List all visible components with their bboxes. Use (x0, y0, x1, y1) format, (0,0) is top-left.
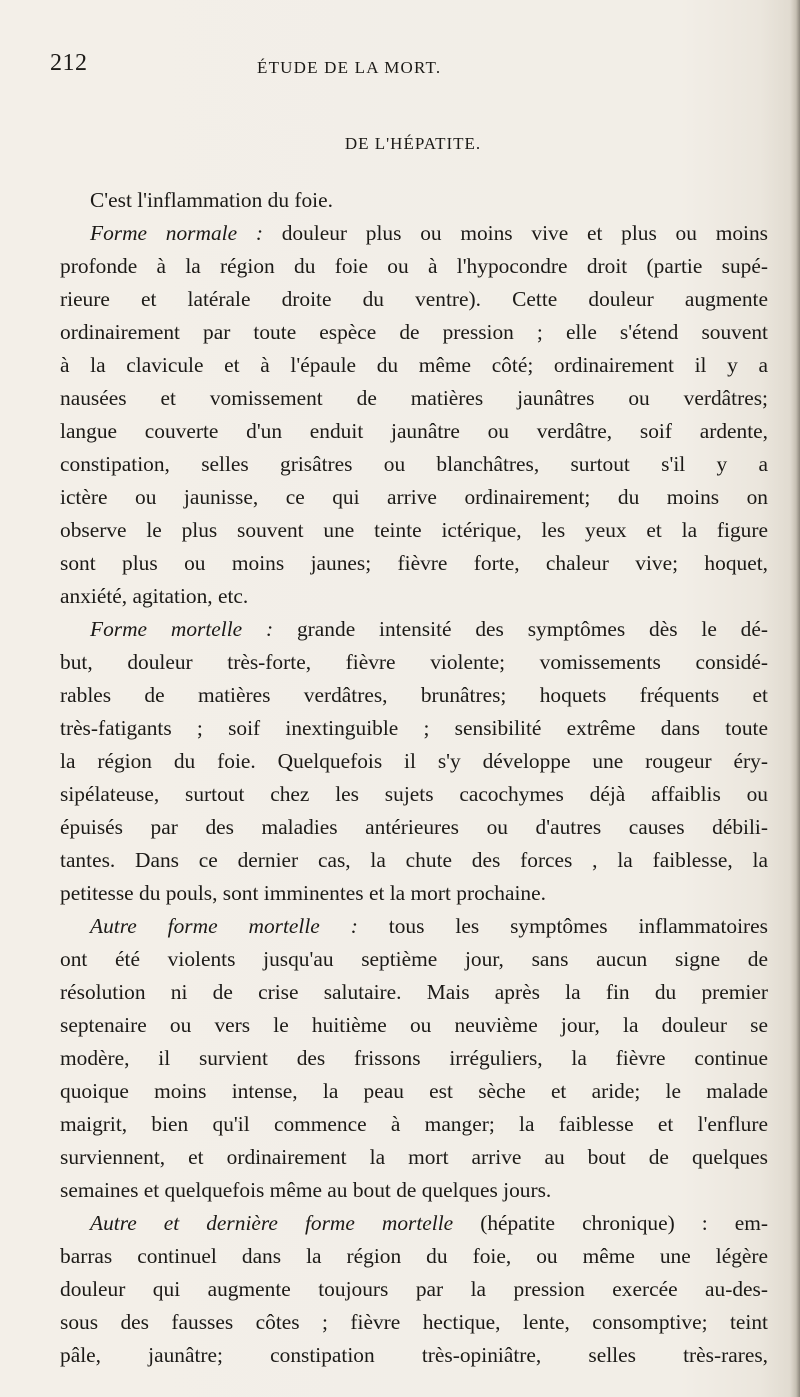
text-line: douleur qui augmente toujours par la pression exercée au-des- (60, 1277, 768, 1301)
page-edge-shadow (790, 0, 800, 1397)
text-line: à la clavicule et à l'épaule du même côté; ordinairement il y a (60, 353, 768, 377)
text-line (60, 217, 768, 250)
italic-heading-last-fatal-form: Autre et dernière forme mortelle (90, 1211, 454, 1235)
text-line: rables de matières verdâtres, brunâtres; hoquets fréquents et (60, 683, 768, 707)
section-title: DE L'HÉPATITE. (344, 134, 482, 153)
text-fragment: douleur plus ou moins vive et plus ou moins (262, 221, 768, 245)
text-line: but, douleur très-forte, fièvre violente; vomissements considé- (60, 650, 768, 674)
text-line: maigrit, bien qu'il commence à manger; la faiblesse et l'enflure (60, 1112, 768, 1136)
italic-heading-normal-form: Forme normale : (90, 221, 263, 245)
text-line: épuisés par des maladies antérieures ou d'autres causes débili- (60, 815, 768, 839)
italic-heading-other-fatal-form: Autre forme mortelle : (90, 914, 358, 938)
text-line: sipélateuse, surtout chez les sujets cacochymes déjà affaiblis ou (60, 782, 768, 806)
text-line: sont plus ou moins jaunes; fièvre forte, chaleur vive; hoquet, (60, 551, 768, 575)
text-line: la région du foie. Quelquefois il s'y développe une rougeur éry- (60, 749, 768, 773)
text-line: C'est l'inflammation du foie. (90, 188, 333, 212)
text-line (60, 1207, 768, 1240)
body-text (60, 184, 768, 1372)
text-line: modère, il survient des frissons irréguliers, la fièvre continue (60, 1046, 768, 1070)
text-line: semaines et quelquefois même au bout de quelques jours. (60, 1178, 552, 1202)
text-line: petitesse du pouls, sont imminentes et la mort prochaine. (60, 881, 546, 905)
text-line: résolution ni de crise salutaire. Mais après la fin du premier (60, 980, 768, 1004)
text-line: très-fatigants ; soif inextinguible ; sensibilité extrême dans toute (60, 716, 768, 740)
text-fragment: tous les symptômes inflammatoires (357, 914, 768, 938)
text-line: barras continuel dans la région du foie, ou même une légère (60, 1244, 768, 1268)
text-line: constipation, selles grisâtres ou blanchâtres, surtout s'il y a (60, 452, 768, 476)
text-line: rieure et latérale droite du ventre). Cette douleur augmente (60, 287, 768, 311)
text-fragment: grande intensité des symptômes dès le dé- (273, 617, 768, 641)
text-line: nausées et vomissement de matières jaunâtres ou verdâtres; (60, 386, 768, 410)
text-line: anxiété, agitation, etc. (60, 584, 249, 608)
text-line: ordinairement par toute espèce de pression ; elle s'étend souvent (60, 320, 768, 344)
text-line: pâle, jaunâtre; constipation très-opiniâtre, selles très-rares, (60, 1343, 768, 1367)
page-number: 212 (50, 50, 88, 76)
page-header (0, 50, 800, 90)
text-line: ont été violents jusqu'au septième jour, sans aucun signe de (60, 947, 768, 971)
text-line (60, 910, 768, 943)
text-line: sous des fausses côtes ; fièvre hectique, lente, consomptive; teint (60, 1310, 768, 1334)
text-line: observe le plus souvent une teinte ictérique, les yeux et la figure (60, 518, 768, 542)
text-line: septenaire ou vers le huitième ou neuvième jour, la douleur se (60, 1013, 768, 1037)
text-line: ictère ou jaunisse, ce qui arrive ordinairement; du moins on (60, 485, 768, 509)
italic-heading-fatal-form: Forme mortelle : (90, 617, 274, 641)
text-line: tantes. Dans ce dernier cas, la chute des forces , la faiblesse, la (60, 848, 768, 872)
text-fragment: (hépatite chronique) : em- (453, 1211, 768, 1235)
text-line: surviennent, et ordinairement la mort arrive au bout de quelques (60, 1145, 768, 1169)
text-line (60, 613, 768, 646)
text-line: langue couverte d'un enduit jaunâtre ou verdâtre, soif ardente, (60, 419, 768, 443)
text-line: quoique moins intense, la peau est sèche et aride; le malade (60, 1079, 768, 1103)
text-line: profonde à la région du foie ou à l'hypocondre droit (partie supé- (60, 254, 768, 278)
running-head: ÉTUDE DE LA MORT. (257, 58, 442, 77)
